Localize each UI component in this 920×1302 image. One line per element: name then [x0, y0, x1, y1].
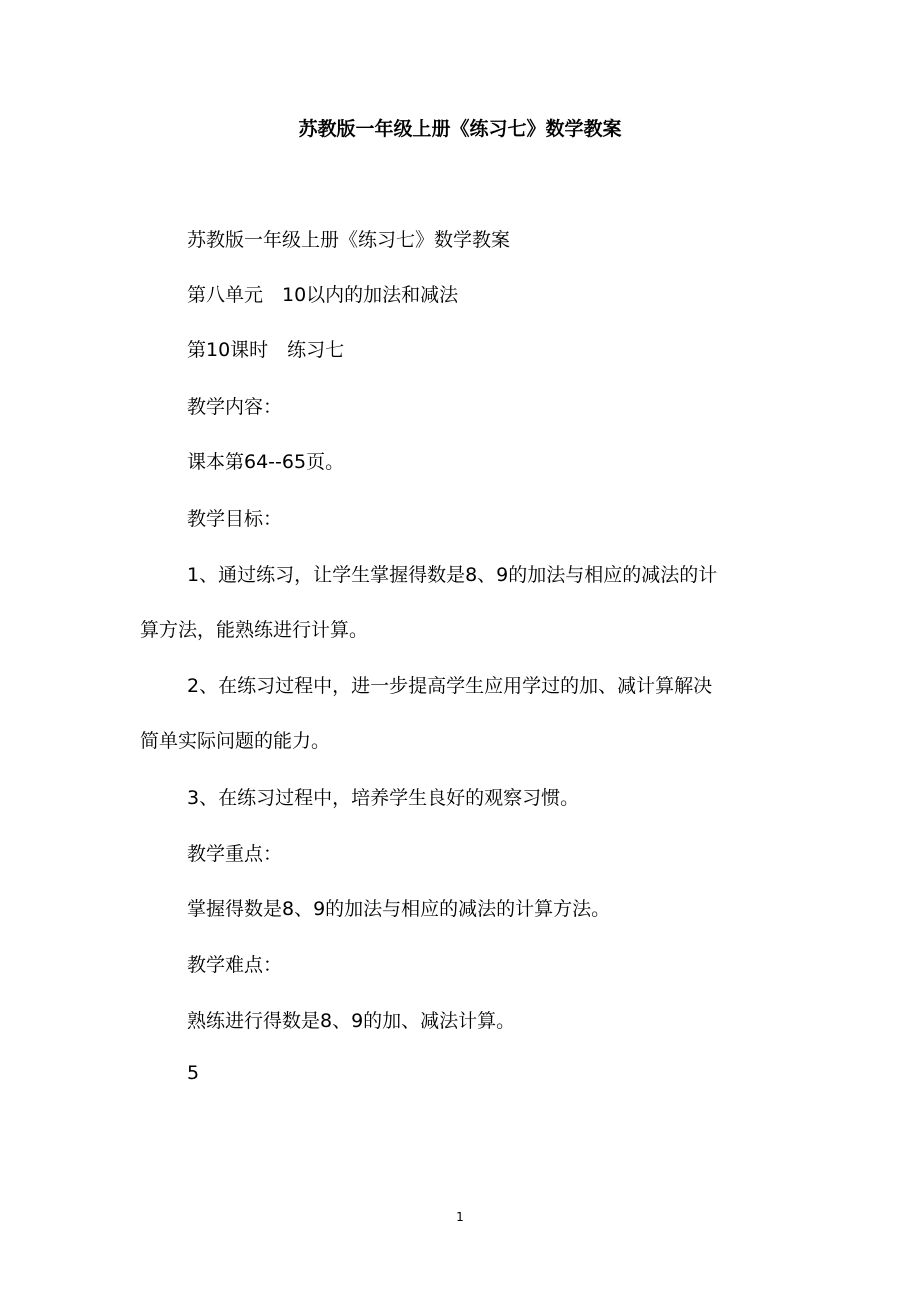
text-line: 第八单元 10以内的加法和减法: [187, 284, 459, 306]
text-line: 苏教版一年级上册《练习七》数学教案: [187, 229, 511, 251]
text-line: 熟练进行得数是8、9的加、减法计算。: [187, 1010, 516, 1032]
text-line: 简单实际问题的能力。: [140, 730, 331, 752]
page-number: 1: [456, 1210, 464, 1224]
text-line: 教学内容：: [187, 396, 283, 418]
text-line: 教学目标：: [187, 508, 283, 530]
text-line: 教学重点：: [187, 843, 283, 865]
text-line: 课本第64--65页。: [187, 451, 345, 473]
document-title: 苏教版一年级上册《练习七》数学教案: [298, 118, 622, 140]
text-line: 第10课时 练习七: [187, 339, 345, 361]
text-line: 5: [187, 1062, 200, 1084]
text-line: 掌握得数是8、9的加法与相应的减法的计算方法。: [187, 898, 611, 920]
text-line: 1、通过练习，让学生掌握得数是8、9的加法与相应的减法的计: [187, 564, 718, 586]
text-line: 教学难点：: [187, 954, 283, 976]
text-line: 2、在练习过程中，进一步提高学生应用学过的加、减计算解决: [187, 675, 713, 697]
text-line: 算方法，能熟练进行计算。: [140, 619, 369, 641]
text-line: 3、在练习过程中，培养学生良好的观察习惯。: [187, 787, 580, 809]
